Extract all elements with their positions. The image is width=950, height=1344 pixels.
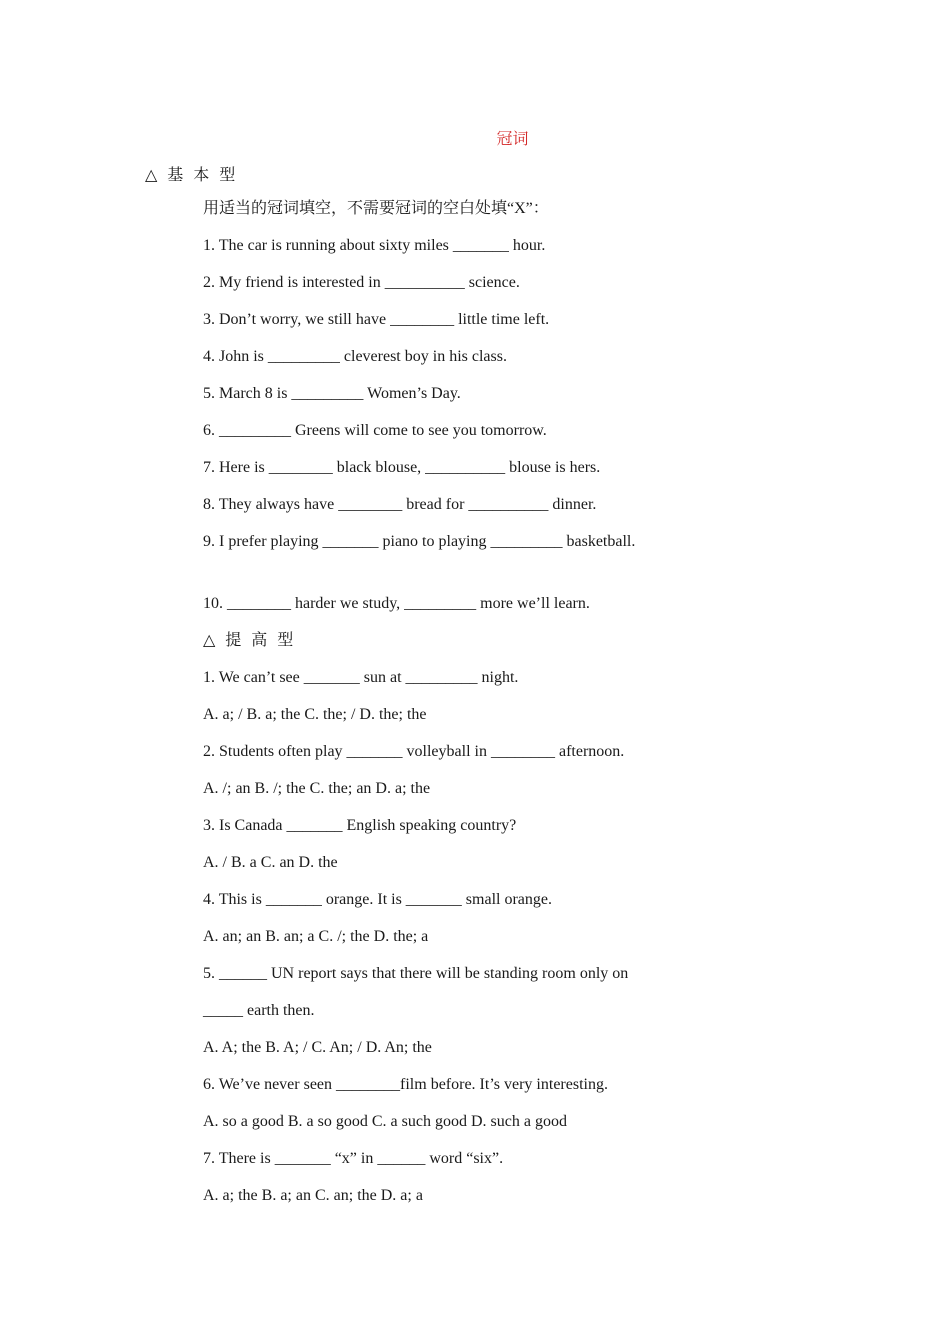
question: 5. ______ UN report says that there will be standing room only on bbox=[203, 965, 629, 982]
question-continued: _____ earth then. bbox=[203, 1002, 315, 1019]
basic-item: 4. John is _________ cleverest boy in his class. bbox=[203, 348, 507, 365]
question: 7. There is _______ “x” in ______ word “six”. bbox=[203, 1150, 504, 1167]
question: 4. This is _______ orange. It is _______ small orange. bbox=[203, 891, 552, 908]
basic-item: 6. _________ Greens will come to see you tomorrow. bbox=[203, 422, 547, 439]
answer-options: A. an; an B. an; a C. /; the D. the; a bbox=[203, 928, 429, 945]
instruction: 用适当的冠词填空，不需要冠词的空白处填“X”： bbox=[203, 200, 549, 217]
answer-options: A. A; the B. A; / C. An; / D. An; the bbox=[203, 1039, 432, 1056]
answer-options: A. a; the B. a; an C. an; the D. a; a bbox=[203, 1187, 423, 1204]
page-title: 冠词 bbox=[496, 131, 529, 148]
section-heading-advanced: △ 提 高 型 bbox=[203, 632, 297, 649]
answer-options: A. / B. a C. an D. the bbox=[203, 854, 338, 871]
answer-options: A. /; an B. /; the C. the; an D. a; the bbox=[203, 780, 431, 797]
answer-options: A. so a good B. a so good C. a such good D. such a good bbox=[203, 1113, 567, 1130]
question: 2. Students often play _______ volleyball in ________ afternoon. bbox=[203, 743, 625, 760]
basic-item: 9. I prefer playing _______ piano to playing _________ basketball. bbox=[203, 533, 636, 550]
basic-item: 10. ________ harder we study, _________ more we’ll learn. bbox=[203, 595, 590, 612]
question: 1. We can’t see _______ sun at _________ night. bbox=[203, 669, 519, 686]
basic-item: 1. The car is running about sixty miles _______ hour. bbox=[203, 237, 546, 254]
section-heading-basic: △ 基 本 型 bbox=[145, 167, 239, 184]
basic-item: 8. They always have ________ bread for __________ dinner. bbox=[203, 496, 597, 513]
basic-item: 3. Don’t worry, we still have ________ little time left. bbox=[203, 311, 550, 328]
question: 6. We’ve never seen ________film before. It’s very interesting. bbox=[203, 1076, 608, 1093]
question: 3. Is Canada _______ English speaking country? bbox=[203, 817, 517, 834]
basic-item: 2. My friend is interested in __________ science. bbox=[203, 274, 520, 291]
answer-options: A. a; / B. a; the C. the; / D. the; the bbox=[203, 706, 427, 723]
basic-item: 5. March 8 is _________ Women’s Day. bbox=[203, 385, 461, 402]
basic-item: 7. Here is ________ black blouse, __________ blouse is hers. bbox=[203, 459, 601, 476]
